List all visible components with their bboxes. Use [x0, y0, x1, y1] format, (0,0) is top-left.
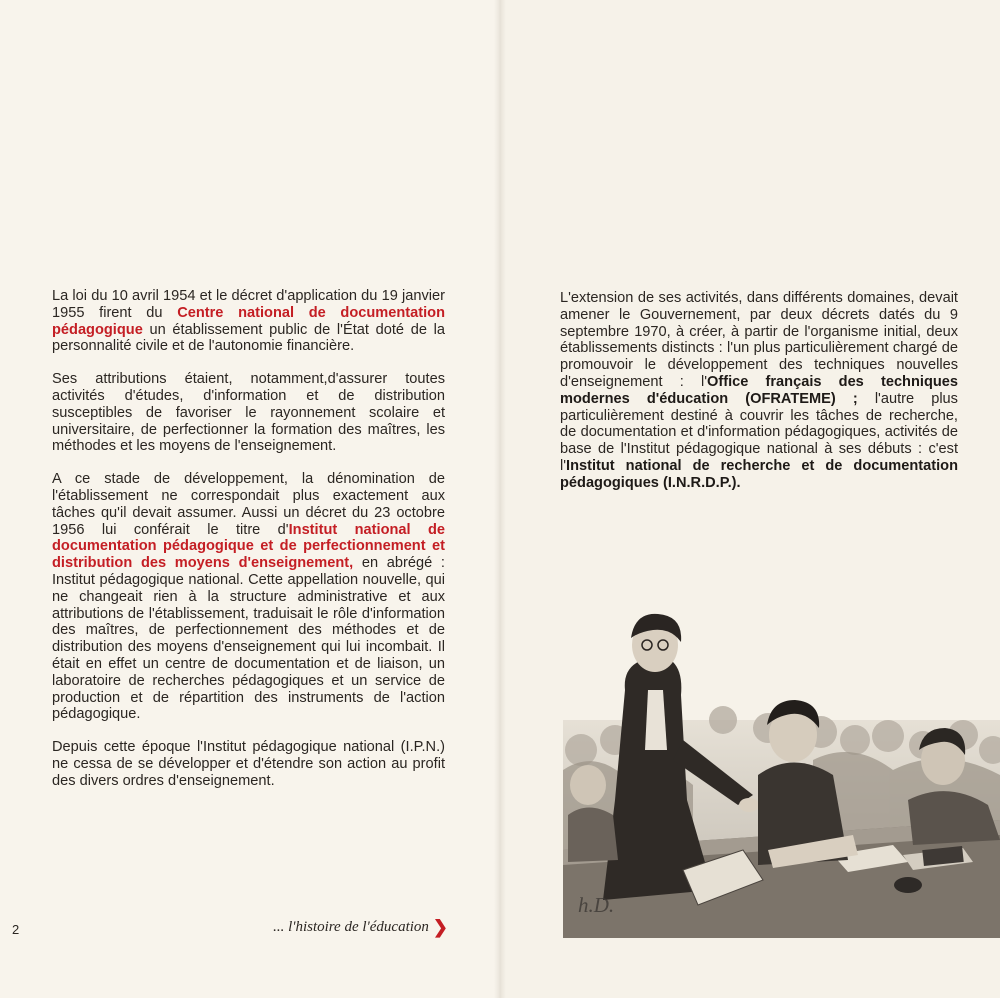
- book-gutter: [494, 0, 506, 998]
- paragraph-3: [52, 471, 445, 723]
- centre-national-highlight: Centre national de documentation pédagogique: [52, 304, 446, 338]
- footer-text: ... l'histoire de l'éducation: [273, 919, 429, 935]
- institut-national-highlight: Institut national de documentation pédagogique et de perfectionnement et distribution des moyens d'enseignement,: [52, 521, 445, 572]
- classroom-lithograph-illustration: [563, 600, 1000, 938]
- right-paragraph-text-start: L'extension de ses activités, dans différents domaines, devait amener le Gouvernement, par deux décrets datés du 9 septembre 1970, à créer, à partir de l'organisme initial, deux établissements distincts : l'un plus particulièrement chargé de promouvoir le développement des techniques nouvelles d'enseignement : l': [560, 290, 958, 390]
- ofrateme-highlight: Office français des techniques modernes d'éducation (OFRATEME) ;: [560, 373, 958, 407]
- page-number: 2: [12, 922, 20, 937]
- right-paragraph-text-middle: l'autre plus particulièrement destiné à couvrir les tâches de recherche, de documentation et d'information pédagogiques, activités de base de l'Institut pédagogique national à ses débuts : c'est l': [560, 390, 958, 474]
- paragraph-3-text-start: A ce stade de développement, la dénomination de l'établissement ne correspondait plus exactement aux tâches qu'il devait assumer. Aussi un décret du 23 octobre 1956 lui conférait le titre d': [52, 471, 445, 538]
- paragraph-4: Depuis cette époque l'Institut pédagogique national (I.P.N.) ne cessa de se développer et d'étendre son action au profit des divers ordres d'enseignement.: [52, 739, 445, 789]
- running-footer: [273, 917, 448, 938]
- left-text-column: [52, 288, 445, 806]
- illustration-signature: h.D.: [578, 893, 615, 917]
- right-paragraph-1: [560, 290, 958, 492]
- paragraph-1-text-start: La loi du 10 avril 1954 et le décret d'application du 19 janvier 1955 firent du: [52, 288, 445, 321]
- inrdp-highlight: Institut national de recherche et de documentation pédagogiques (I.N.R.D.P.).: [560, 457, 958, 491]
- paragraph-1-text-end: un établissement public de l'État doté de la personnalité civile et de l'autonomie financière.: [52, 321, 445, 355]
- right-text-column: [560, 290, 958, 508]
- paragraph-1: [52, 288, 445, 355]
- paragraph-2: Ses attributions étaient, notamment,d'assurer toutes activités d'études, d'information et de distribution susceptibles de favoriser le rayonnement scolaire et universitaire, de perfectionner la formation des maîtres, les méthodes et les moyens de l'enseignement.: [52, 371, 445, 455]
- chevron-right-icon: ❯: [432, 917, 448, 937]
- paragraph-3-text-end: en abrégé : Institut pédagogique national. Cette appellation nouvelle, qui ne changeait rien à la structure administrative et aux attributions de l'établissement, traduisait le rôle d'information des maîtres, de perfectionnement des méthodes et de distribution des moyens d'enseignement qui lui incombait. Il était en effet un centre de documentation et de liaison, un laboratoire de recherches pédagogiques et un service de production et de répartition des instruments de l'action pédagogique.: [52, 555, 445, 723]
